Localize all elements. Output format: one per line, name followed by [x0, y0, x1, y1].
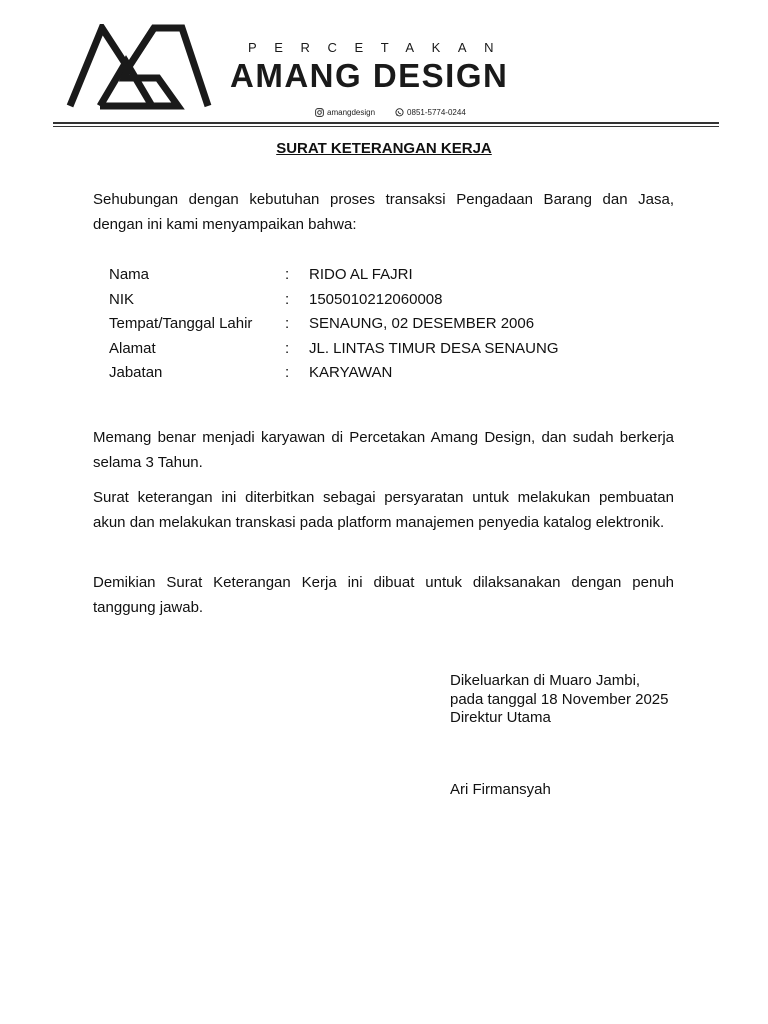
signatory-position: Direktur Utama	[450, 709, 551, 726]
field-colon: :	[285, 266, 290, 283]
issue-place: Dikeluarkan di Muaro Jambi,	[450, 672, 641, 689]
field-value: SENAUNG, 02 DESEMBER 2006	[309, 315, 535, 332]
employment-paragraph: Memang benar menjadi karyawan di Percetakan Amang Design, dan sudah berkerja selama 3 Tahun.	[93, 429, 674, 471]
field-value: 1505010212060008	[309, 290, 443, 308]
field-label: NIK	[109, 290, 135, 308]
field-value: KARYAWAN	[309, 364, 393, 381]
field-value: RIDO AL FAJRI	[309, 266, 413, 283]
field-colon: :	[285, 290, 290, 308]
whatsapp-icon	[395, 108, 404, 117]
phone-number: 0851-5774-0244	[407, 108, 466, 117]
company-logo	[66, 24, 212, 110]
issue-date: pada tanggal 18 November 2025	[450, 690, 669, 708]
instagram-icon	[315, 108, 324, 117]
company-name: AMANG DESIGN	[230, 57, 509, 94]
field-label: Nama	[109, 266, 150, 283]
field-value: JL. LINTAS TIMUR DESA SENAUNG	[309, 339, 559, 357]
field-label: Tempat/Tanggal Lahir	[109, 315, 253, 332]
field-colon: :	[285, 315, 290, 332]
header-divider-thin	[53, 126, 719, 127]
company-tagline: PERCETAKAN	[248, 40, 512, 55]
field-colon: :	[285, 339, 290, 357]
instagram-contact	[315, 108, 375, 117]
whatsapp-contact	[395, 108, 466, 117]
contact-info	[315, 108, 466, 117]
closing-paragraph: Demikian Surat Keterangan Kerja ini dibuat untuk dilaksanakan dengan penuh tanggung jawab.	[93, 574, 674, 616]
field-label: Jabatan	[109, 364, 163, 381]
instagram-handle: amangdesign	[327, 108, 376, 117]
signature-block	[450, 672, 669, 728]
letterhead	[0, 0, 768, 130]
signatory-name: Ari Firmansyah	[450, 781, 551, 798]
field-label: Alamat	[109, 339, 156, 357]
header-divider-thick	[53, 122, 719, 124]
field-colon: :	[285, 364, 290, 381]
intro-paragraph: Sehubungan dengan kebutuhan proses transaksi Pengadaan Barang dan Jasa, dengan ini kami menyampaikan bahwa:	[93, 191, 674, 233]
purpose-paragraph: Surat keterangan ini diterbitkan sebagai persyaratan untuk melakukan pembuatan akun dan melakukan transkasi pada platform manajemen penyedia katalog elektronik.	[93, 489, 674, 531]
letter-title: SURAT KETERANGAN KERJA	[276, 140, 492, 157]
